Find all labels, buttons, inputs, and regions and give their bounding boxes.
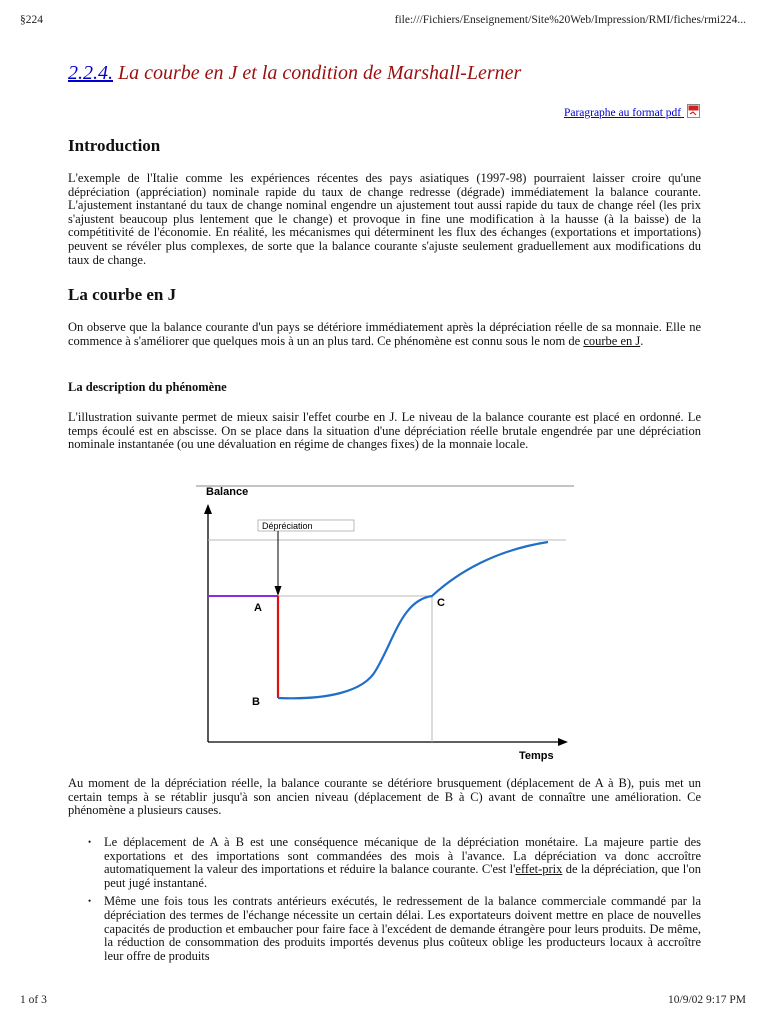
x-axis-label: Temps (519, 750, 554, 762)
jcurve-paragraph (68, 321, 701, 348)
description-paragraph: L'illustration suivante permet de mieux saisir l'effet courbe en J. Le niveau de la balance courante est placé en ordonné. Le temps écoulé est en abscisse. On se place dans la situation d'une dépréciation réelle brutale engendrée par une dépréciation nominale instantanée (ou une dévaluation en régime de changes fixes) de la monnaie locale. (68, 410, 701, 452)
y-axis-arrow (204, 504, 212, 514)
introduction-heading: Introduction (68, 136, 161, 155)
list-item (84, 836, 701, 890)
depreciation-arrowhead (275, 586, 282, 596)
list-item (84, 895, 701, 963)
point-a-label: A (254, 602, 262, 614)
after-figure-paragraph: Au moment de la dépréciation réelle, la balance courante se détériore brusquement (déplacement de A à B), puis met un certain temps à se rétablir jusqu'à son ancien niveau (déplacement de B à C) avant de connaître une amélioration. Ce phénomène a plusieurs causes. (68, 776, 701, 818)
jcurve-diagram (196, 480, 574, 770)
description-heading: La description du phénomène (68, 380, 227, 394)
pdf-icon[interactable] (687, 104, 700, 118)
j-curve-line (278, 542, 548, 698)
jcurve-text-before: On observe que la balance courante d'un pays se détériore immédiatement après la dépréciation réelle de sa monnaie. Elle ne commence à s'améliorer que quelques mois à un an plus tard. Ce phénomène est connu sous le nom de (68, 320, 701, 348)
x-axis-arrow (558, 738, 568, 746)
print-header-left: §224 (20, 14, 43, 26)
pdf-paragraph-link-container (564, 104, 700, 119)
print-footer-date: 10/9/02 9:17 PM (668, 994, 746, 1006)
title-text: La courbe en J et la condition de Marshall-Lerner (113, 62, 522, 84)
introduction-paragraph: L'exemple de l'Italie comme les expériences récentes des pays asiatiques (1997-98) pourraient laisser croire qu'une dépréciation (appréciation) nominale rapide du taux de change redresse (dégrade) immédiatement la balance courante. L'ajustement instantané du taux de change nominal engendre un ajustement tout aussi rapide du taux de change réel (les prix s'ajustent beaucoup plus lentement que le change) et provoque in fine une modification à la hausse (à la baisse) de la compétitivité de l'économie. En réalité, les mécanismes qui déterminent les flux des échanges (exportations et importations) peuvent se révéler plus complexes, de sorte que la balance courante s'ajuste seulement graduellement aux modifications du taux de change. (68, 171, 701, 267)
point-c-label: C (437, 597, 445, 609)
pdf-paragraph-link[interactable] (564, 107, 700, 119)
effet-prix-link[interactable]: effet-prix (515, 862, 563, 877)
bullet-1-text-before: Le déplacement de A à B est une conséquence mécanique de la dépréciation monétaire. La majeure partie des exportations et des importations sont commandées des mois à l'avance. La dépréciation va donc accroître automatiquement la valeur des importations et réduire la balance courante. C'est l' (104, 835, 701, 877)
causes-list (84, 836, 701, 968)
jcurve-text-after: . (640, 333, 644, 348)
print-footer-page: 1 of 3 (20, 994, 47, 1006)
courbe-en-j-link[interactable]: courbe en J (583, 333, 641, 348)
bullet-2-text: Même une fois tous les contrats antérieurs exécutés, le redressement de la balance commerciale commandé par la dépréciation des termes de l'échange nécessite un certain délai. Les exportateurs doivent mettre en place de nouvelles capacités de production et embaucher pour faire face à l'excédent de demande étrangère pour leurs produits. De même, la réduction de consommation des produits importés devenus plus coûteux oblige les producteurs locaux à accroître leur offre de produits (104, 894, 701, 963)
depreciation-label: Dépréciation (262, 521, 313, 531)
point-b-label: B (252, 696, 260, 708)
pdf-link-label: Paragraphe au format pdf (563, 107, 682, 119)
jcurve-figure (196, 480, 574, 770)
section-number-link[interactable]: 2.2.4. (68, 62, 113, 84)
jcurve-heading: La courbe en J (68, 285, 177, 304)
bullet-1-text-after: de la dépréciation, que l'on peut jugé instantané. (104, 862, 702, 890)
y-axis-label: Balance (206, 486, 249, 498)
page-title (68, 62, 521, 85)
print-header-url: file:///Fichiers/Enseignement/Site%20Web/Impression/RMI/fiches/rmi224... (394, 14, 746, 26)
